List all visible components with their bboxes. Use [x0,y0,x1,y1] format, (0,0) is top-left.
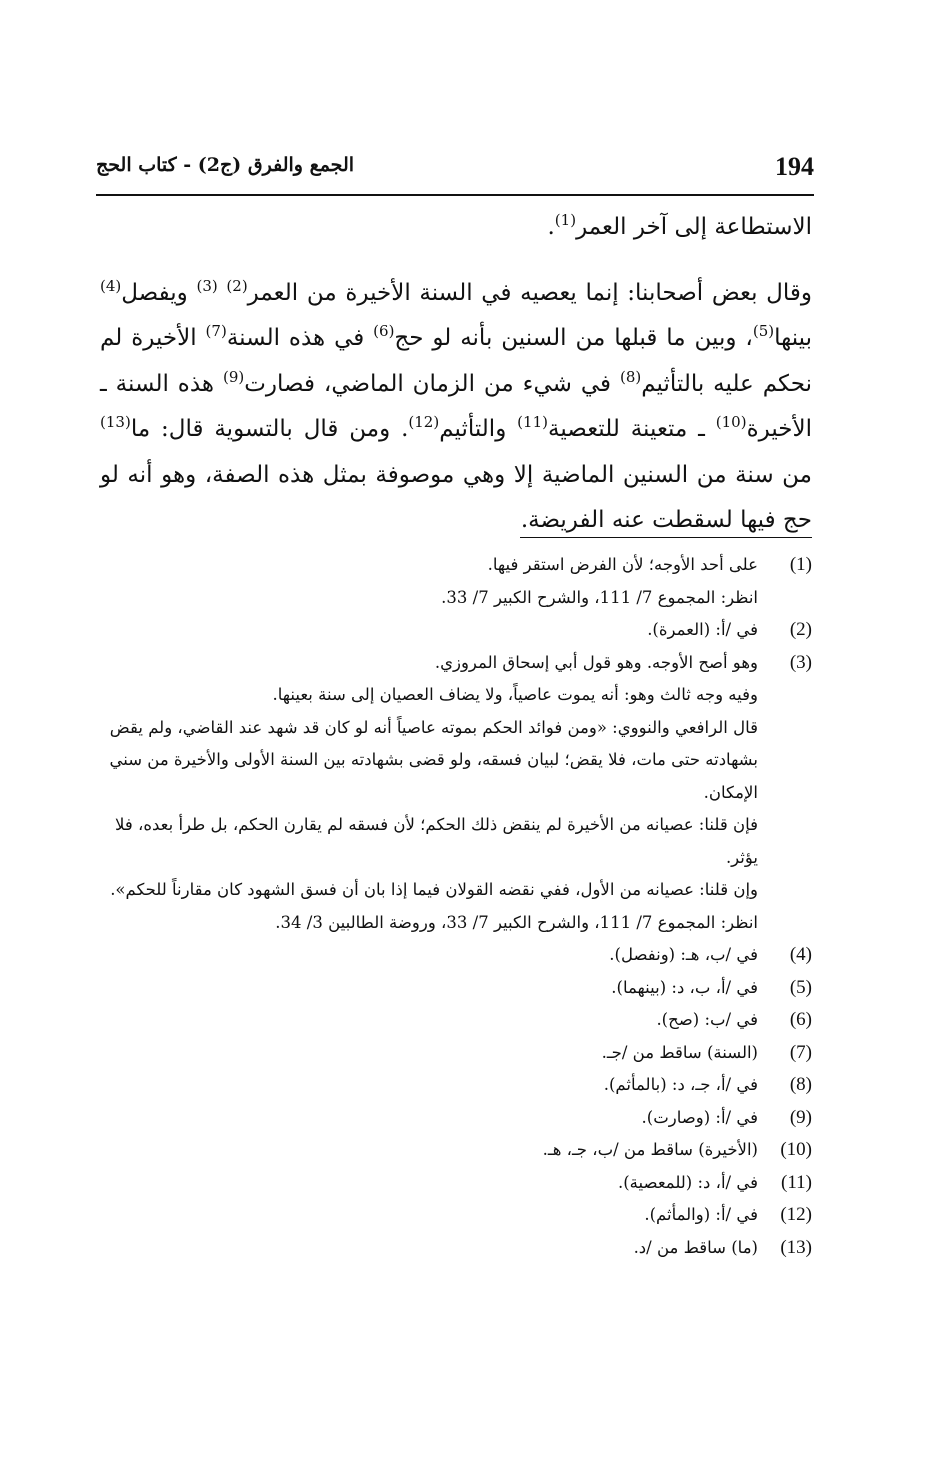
footnote-ref: (4) [100,276,122,295]
footnote-text: انظر: المجموع 7/ 111، والشرح الكبير 7/ 33، وروضة الطالبين 3/ 34. [275,912,758,932]
footnote-ref: (12) [408,413,440,431]
footnote-text: وإن قلنا: عصيانه من الأول، ففي نقضه القولان فيما إذا بان أن فسق الشهود كان مقارناً للحكم». [110,880,758,899]
footnote-ref: (5) [752,322,775,340]
footnote [100,549,812,614]
footnote-number: (9) [789,1106,812,1128]
footnote [100,939,812,972]
footnote-number: (5) [789,976,812,998]
footnote [100,614,812,647]
footnote-ref: (1) [554,211,577,229]
footnote [100,1167,812,1200]
footnote-number: (13) [780,1236,812,1258]
footnote-ref: (2) [226,276,248,295]
footnote-ref: (13) [100,413,131,431]
footnote [100,1037,812,1070]
footnote-ref: (11) [517,413,548,431]
footnote-text: في /ب: (صح). [656,1010,758,1029]
footnote-text: وفيه وجه ثالث وهو: أنه يموت عاصياً، ولا يضاف العصيان إلى سنة بعينها. [272,685,758,704]
running-title: الجمع والفرق (ج2) - كتاب الحج [96,154,355,176]
footnote-text: على أحد الأوجه؛ لأن الفرض استقر فيها. [487,555,758,574]
page-number: 194 [775,152,814,181]
footnote-number: (11) [781,1171,812,1193]
footnote-text: في /ب، هـ: (ونفصل). [609,945,758,964]
footnote-text: (الأخيرة) ساقط من /ب، جـ، هـ. [542,1140,758,1159]
footnote [100,1232,812,1265]
footnote-number: (2) [789,619,812,640]
footnote-text: في /أ، د: (للمعصية). [618,1172,758,1192]
footnote-text: وهو أصح الأوجه. وهو قول أبي إسحاق المروزي. [434,652,758,672]
footnote-ref: (7) [205,322,227,340]
footnote-number: (6) [789,1009,812,1030]
footnote-number: (1) [789,554,812,575]
footnote-continuation [100,679,812,939]
main-text [100,205,812,544]
footnote-text: (ما) ساقط من /د. [633,1237,758,1257]
footnote-text: في /أ: (العمرة). [647,620,758,639]
paragraph: الاستطاعة إلى آخر العمر$^{(1)}$. [547,211,812,240]
footnote [100,1004,812,1037]
footnote-text: في /أ: (والمأثم). [644,1205,758,1224]
footnote-text: قال الرافعي والنووي: «ومن فوائد الحكم بموته عاصياً أنه لو كان قد شهد عند القاضي، ولم يقض بشهادته حتى مات، فلا يقض؛ لبيان فسقه، ولو قضى بشهادته بين السنة الأولى والأخيرة من سني الإمكان. [109,717,758,802]
footnote-number: (12) [780,1204,812,1225]
footnote [100,647,812,680]
footnote-text: (السنة) ساقط من /جـ. [601,1042,758,1062]
footnote-text: فإن قلنا: عصيانه من الأخيرة لم ينقض ذلك الحكم؛ لأن فسقه لم يقارن الحكم، بل طرأ بعده، فلا يؤثر. [115,815,758,867]
footnote-number: (10) [780,1139,812,1160]
footnote-text: انظر: المجموع 7/ 111، والشرح الكبير 7/ 33. [441,587,758,607]
footnote-text: في /أ، ب، د: (بينهما). [611,977,758,997]
footnote-ref: (8) [619,367,642,386]
footnote-ref: (9) [222,367,245,386]
footnote [100,1199,812,1232]
footnote-text: في /أ، جـ، د: (بالمأثم). [603,1075,758,1094]
footnote-number: (3) [789,651,812,673]
footnote-ref: (3) [196,276,218,295]
footnote-separator [520,537,812,538]
footnote-ref: (10) [715,413,747,431]
footnote-number: (7) [789,1041,812,1063]
footnote [100,1069,812,1102]
footnote-number: (8) [789,1074,812,1095]
paragraph: وقال بعض أصحابنا: إنما يعصيه في السنة الأخيرة من العمر$^{(2)}$ $^{(3)}$ ويفصل$^{(4)}$ بينها$^{(5)}$، وبين ما قبلها من السنين بأنه لو حج$^{(6)}$ في هذه السنة$^{(7)}$ الأخيرة لم نحكم عليه بالتأثيم$^{(8)}$ في شيء من الزمان الماضي، فصارت$^{(9)}$ هذه السنة ـ الأخيرة$^{(10)}$ ـ متعينة للتعصية$^{(11)}$ والتأثيم$^{(12)}$. ومن قال بالتسوية قال: ما$^{(13)}$ من سنة من السنين الماضية إلا وهي موصوفة بمثل هذه الصفة، وهو أنه لو حج فيها لسقطت عنه الفريضة. [100,276,813,533]
page-header [96,150,814,196]
footnote-text: في /أ: (وصارت). [641,1107,758,1127]
footnote-ref: (6) [373,322,395,340]
footnote-number: (4) [789,944,812,965]
footnotes [100,549,812,1264]
footnote [100,1102,812,1135]
footnote [100,1134,812,1167]
footnote [100,972,812,1005]
